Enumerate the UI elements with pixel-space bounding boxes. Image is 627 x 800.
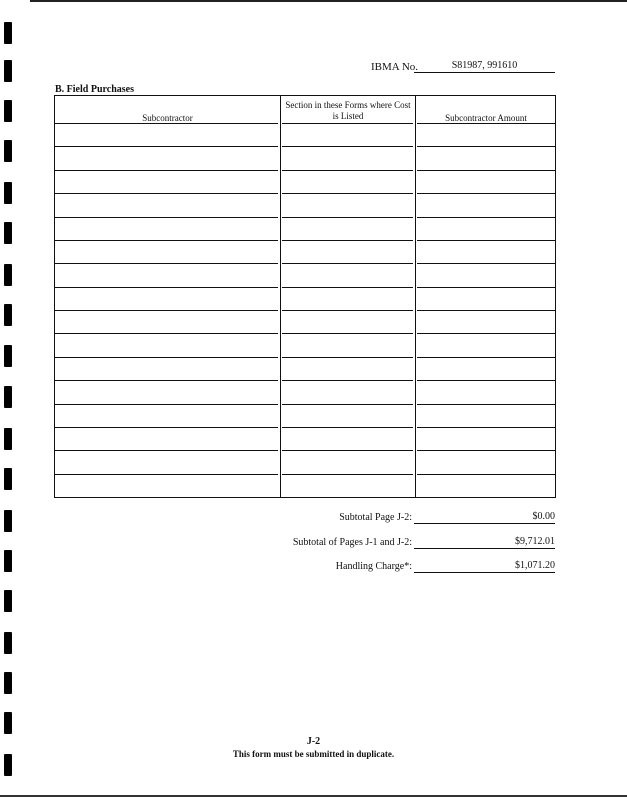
column-header-subcontractor: Subcontractor (142, 113, 193, 123)
table-row-line (282, 263, 413, 264)
subtotal-page-value: $0.00 (414, 511, 555, 524)
table-row-line (55, 146, 278, 147)
ibma-label: IBMA No. (371, 61, 419, 73)
punch-hole-mark (4, 510, 12, 532)
page-number: J-2 (306, 736, 321, 747)
table-row-line (55, 287, 278, 288)
punch-hole-mark (4, 22, 12, 44)
table-row-line (417, 427, 555, 428)
table-row-line (417, 287, 555, 288)
table-row-line (282, 170, 413, 171)
table-row-line (55, 217, 278, 218)
punch-hole-mark (4, 264, 12, 286)
table-row-line (282, 404, 413, 405)
table-row-line (417, 357, 555, 358)
table-row-line (55, 333, 278, 334)
table-row-line (282, 217, 413, 218)
column-divider (280, 96, 281, 497)
table-row-line (282, 380, 413, 381)
punch-hole-mark (4, 304, 12, 326)
punch-hole-mark (4, 222, 12, 244)
table-row-line (55, 380, 278, 381)
punch-hole-mark (4, 468, 12, 490)
table-row-line (417, 474, 555, 475)
punch-hole-mark (4, 100, 12, 122)
duplicate-note: This form must be submitted in duplicate. (232, 749, 395, 759)
table-row-line (417, 240, 555, 241)
subtotal-pages-label: Subtotal of Pages J-1 and J-2: (292, 537, 412, 548)
table-row-line (282, 310, 413, 311)
punch-hole-mark (4, 182, 12, 204)
punch-hole-mark (4, 712, 12, 734)
punch-hole-mark (4, 140, 12, 162)
page-bottom-edge (0, 795, 627, 797)
table-row-line (55, 240, 278, 241)
ibma-number: S81987, 991610 (414, 60, 555, 73)
table-row-line (282, 333, 413, 334)
table-row-line (417, 450, 555, 451)
punch-hole-mark (4, 632, 12, 654)
punch-hole-mark (4, 590, 12, 612)
column-header-amount: Subcontractor Amount (445, 113, 527, 123)
table-row-line (55, 427, 278, 428)
table-row-line (417, 193, 555, 194)
field-purchases-table (54, 95, 556, 498)
section-title: B. Field Purchases (55, 84, 134, 95)
table-row-line (417, 310, 555, 311)
table-row-line (55, 170, 278, 171)
punch-hole-mark (4, 386, 12, 408)
subtotal-page-label: Subtotal Page J-2: (339, 512, 412, 523)
table-row-line (282, 474, 413, 475)
table-row-line (55, 310, 278, 311)
table-row-line (282, 427, 413, 428)
table-row-line (282, 240, 413, 241)
table-row-line (55, 450, 278, 451)
column-header-section: Section in these Forms where Cost is Listed (285, 100, 411, 121)
table-row-line (417, 404, 555, 405)
table-row-line (417, 380, 555, 381)
table-row-line (282, 357, 413, 358)
table-row-line (417, 217, 555, 218)
column-divider (415, 96, 416, 497)
table-row-line (55, 474, 278, 475)
table-row-line (417, 333, 555, 334)
table-row-line (282, 450, 413, 451)
punch-hole-mark (4, 672, 12, 694)
table-row-line (417, 170, 555, 171)
table-row-line (55, 123, 278, 124)
handling-charge-label: Handling Charge*: (335, 561, 412, 572)
punch-hole-mark (4, 345, 12, 367)
table-row-line (55, 263, 278, 264)
handling-charge-value: $1,071.20 (414, 560, 555, 573)
punch-hole-mark (4, 60, 12, 82)
table-row-line (55, 357, 278, 358)
subtotal-pages-value: $9,712.01 (414, 536, 555, 549)
table-row-line (55, 193, 278, 194)
table-row-line (282, 193, 413, 194)
table-row-line (282, 123, 413, 124)
table-row-line (417, 123, 555, 124)
table-row-line (55, 404, 278, 405)
table-row-line (282, 287, 413, 288)
punch-hole-mark (4, 428, 12, 450)
table-row-line (282, 146, 413, 147)
binder-punch-strip (0, 0, 20, 800)
punch-hole-mark (4, 550, 12, 572)
table-row-line (417, 263, 555, 264)
table-row-line (417, 146, 555, 147)
page-top-edge (30, 0, 627, 2)
